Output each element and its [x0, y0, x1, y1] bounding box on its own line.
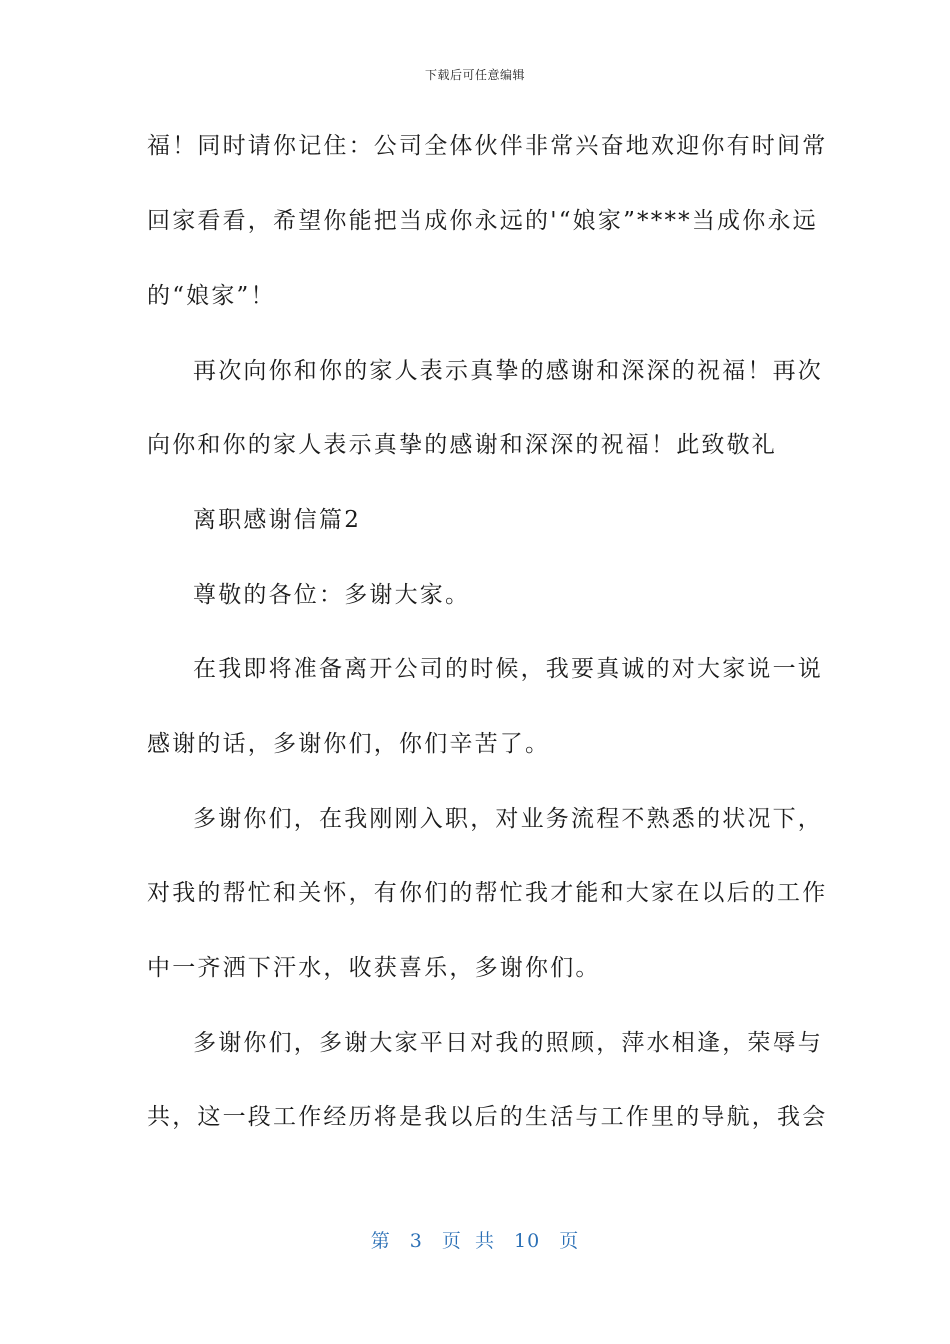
salutation: 尊敬的各位：多谢大家。: [193, 582, 471, 608]
text-line: 福！同时请你记住：公司全体伙伴非常兴奋地欢迎你有时间常: [147, 133, 828, 159]
header-note: 下载后可任意编辑: [424, 68, 525, 82]
text-line: 向你和你的家人表示真挚的感谢和深深的祝福！此致敬礼: [147, 432, 777, 458]
footer-mid: 页 共: [441, 1230, 495, 1252]
section-title: 离职感谢信篇2: [193, 507, 362, 533]
text-line: 共，这一段工作经历将是我以后的生活与工作里的导航，我会: [147, 1104, 828, 1130]
footer-suffix: 页: [559, 1230, 580, 1252]
text-line: 在我即将准备离开公司的时候，我要真诚的对大家说一说: [193, 656, 823, 682]
footer-page-number: 3: [409, 1230, 423, 1252]
text-line: 对我的帮忙和关怀，有你们的帮忙我才能和大家在以后的工作: [147, 880, 828, 906]
text-line: 中一齐洒下汗水，收获喜乐，多谢你们。: [147, 955, 601, 981]
footer-prefix: 第: [370, 1230, 391, 1252]
text-line: 多谢你们，多谢大家平日对我的照顾，萍水相逢，荣辱与: [193, 1030, 823, 1056]
text-line: 多谢你们，在我刚刚入职，对业务流程不熟悉的状况下，: [193, 806, 823, 832]
page-footer: [0, 1226, 950, 1253]
footer-total-pages: 10: [514, 1230, 541, 1252]
text-line: 回家看看，希望你能把当成你永远的'“娘家”****当成你永远: [147, 208, 818, 234]
text-line: 再次向你和你的家人表示真挚的感谢和深深的祝福！再次: [193, 358, 823, 384]
text-line: 感谢的话，多谢你们，你们辛苦了。: [147, 731, 551, 757]
text-line: 的“娘家”！: [147, 283, 276, 309]
